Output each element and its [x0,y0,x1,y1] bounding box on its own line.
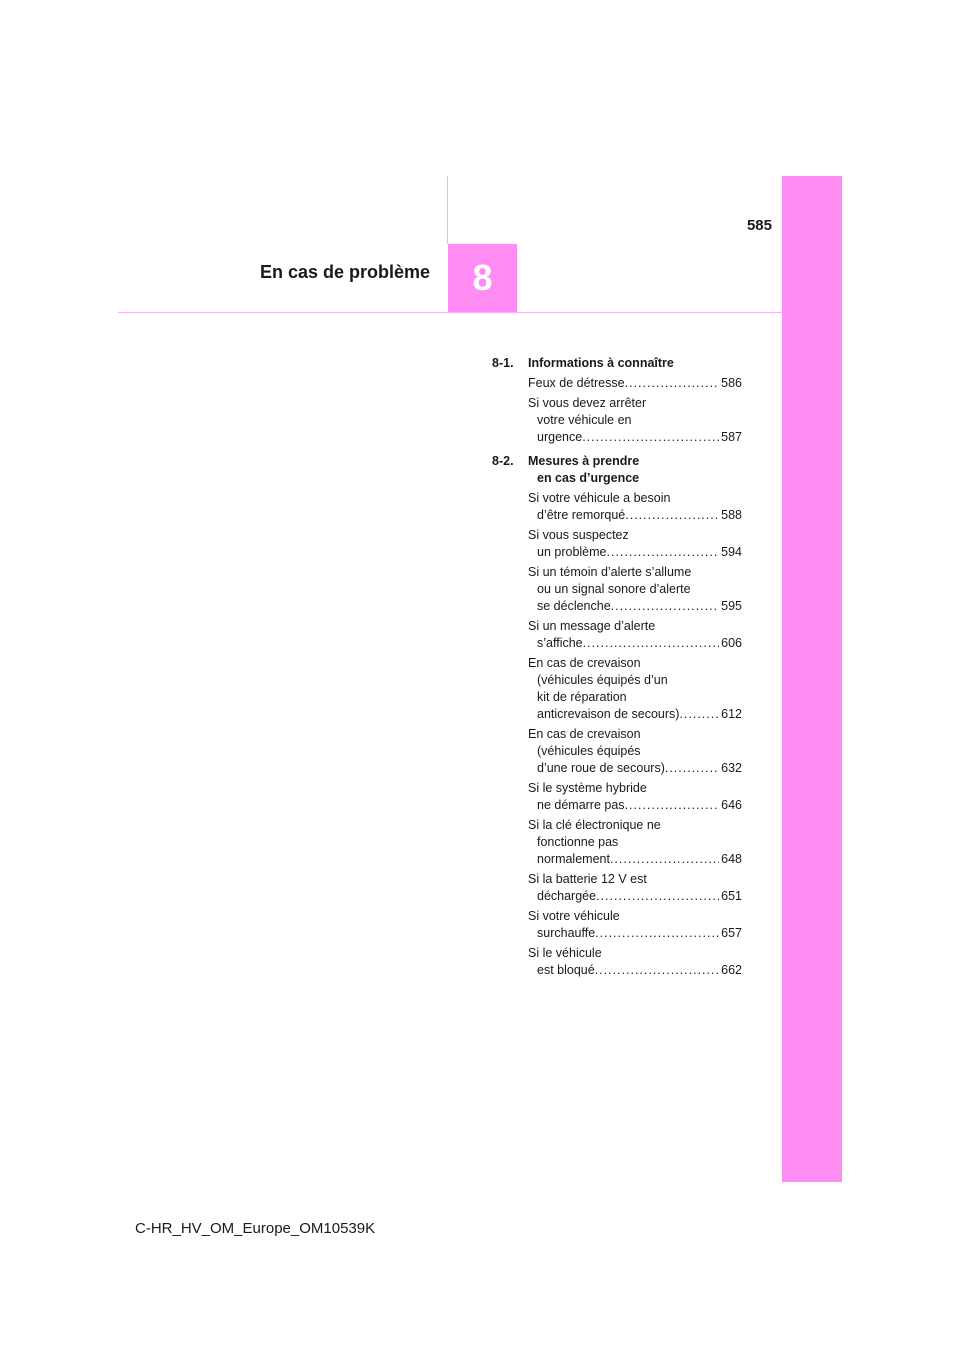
toc-entry-line: (véhicules équipés d’un [537,673,668,687]
toc-entry-line: Si le véhicule [528,946,602,960]
toc-page-number: 595 [721,599,742,613]
section-title-line: Informations à connaître [528,356,674,370]
toc-entry-line: Si la batterie 12 V est [528,872,647,886]
page-number: 585 [746,217,772,234]
toc-page-number: 586 [721,376,742,390]
toc-page-number: 606 [721,636,742,650]
section-number: 8-2. [492,454,514,468]
document-code: C-HR_HV_OM_Europe_OM10539K [135,1220,376,1237]
toc-entry[interactable] [528,871,742,905]
toc-entry[interactable] [528,817,742,868]
toc-entry-line: Feux de détresse [528,376,625,390]
section-title [528,453,639,487]
toc-entry-line: Si le système hybride [528,781,647,795]
dot-leader [625,797,720,814]
toc-page-number: 662 [721,963,742,977]
toc-entry-line: d’être remorqué [537,508,626,522]
dot-leader [596,888,719,905]
toc-entry-line: déchargée [537,889,597,903]
toc-page-number: 648 [721,852,742,866]
toc-page-number: 588 [721,508,742,522]
toc-entry-line: Si la clé électronique ne [528,818,661,832]
header-horizontal-rule [118,312,782,313]
toc-entry-line: urgence [537,430,583,444]
toc-entry[interactable] [528,655,742,723]
toc-entry[interactable] [528,726,742,777]
section-number: 8-1. [492,356,514,370]
toc-entry-line: d’une roue de secours) [537,761,665,775]
chapter-side-tab [782,176,842,1182]
dot-leader [679,706,719,723]
toc-entry-line: Si vous devez arrêter [528,396,647,410]
toc-entry-line: Si un message d’alerte [528,619,656,633]
dot-leader [665,760,719,777]
toc-entry-line: En cas de crevaison [528,656,641,670]
toc-entry-line: est bloqué [537,963,595,977]
toc-entry[interactable] [528,945,742,979]
toc-page-number: 587 [721,430,742,444]
toc-entry-line: Si votre véhicule [528,909,620,923]
toc-entry-line: un problème [537,545,607,559]
toc-entry[interactable] [528,564,742,615]
toc-entry-line: votre véhicule en [537,413,632,427]
toc-entry-line: Si vous suspectez [528,528,629,542]
toc-entry[interactable] [528,395,742,446]
toc-entry-line: kit de réparation [537,690,627,704]
toc-page-number: 594 [721,545,742,559]
toc-page-number: 632 [721,761,742,775]
chapter-number-badge: 8 [448,244,517,312]
dot-leader [611,598,719,615]
toc-page-number: 651 [721,889,742,903]
toc-entry-line: anticrevaison de secours) [537,707,680,721]
toc-entry-line: ou un signal sonore d’alerte [537,582,691,596]
toc-entry-line: se déclenche [537,599,611,613]
toc-entry-line: normalement [537,852,610,866]
toc-entry-line: Si un témoin d’alerte s’allume [528,565,692,579]
dot-leader [583,635,720,652]
toc-section-heading [480,453,742,487]
dot-leader [607,544,720,561]
table-of-contents [480,355,742,982]
toc-page-number: 612 [721,707,742,721]
dot-leader [610,851,719,868]
header-vertical-rule [447,176,448,244]
toc-section-heading [480,355,742,372]
toc-entry[interactable] [528,908,742,942]
toc-entry-line: ne démarre pas [537,798,625,812]
toc-entry-line: Si votre véhicule a besoin [528,491,671,505]
toc-entry-line: fonctionne pas [537,835,619,849]
chapter-title: En cas de problème [259,262,430,282]
section-title [528,355,674,372]
toc-entry-line: (véhicules équipés [537,744,641,758]
toc-entry-line: s’affiche [537,636,583,650]
toc-page-number: 646 [721,798,742,812]
section-title-line: Mesures à prendre [528,454,640,468]
toc-entry[interactable] [528,490,742,524]
toc-entry[interactable] [528,527,742,561]
dot-leader [625,375,720,392]
dot-leader [595,925,719,942]
toc-page-number: 657 [721,926,742,940]
toc-entry-line: En cas de crevaison [528,727,641,741]
toc-entry[interactable] [528,780,742,814]
section-title-line: en cas d’urgence [537,471,640,485]
dot-leader [595,962,719,979]
toc-entry-line: surchauffe [537,926,596,940]
toc-entry[interactable] [528,618,742,652]
dot-leader [582,429,719,446]
toc-entry[interactable] [528,375,742,392]
dot-leader [625,507,719,524]
